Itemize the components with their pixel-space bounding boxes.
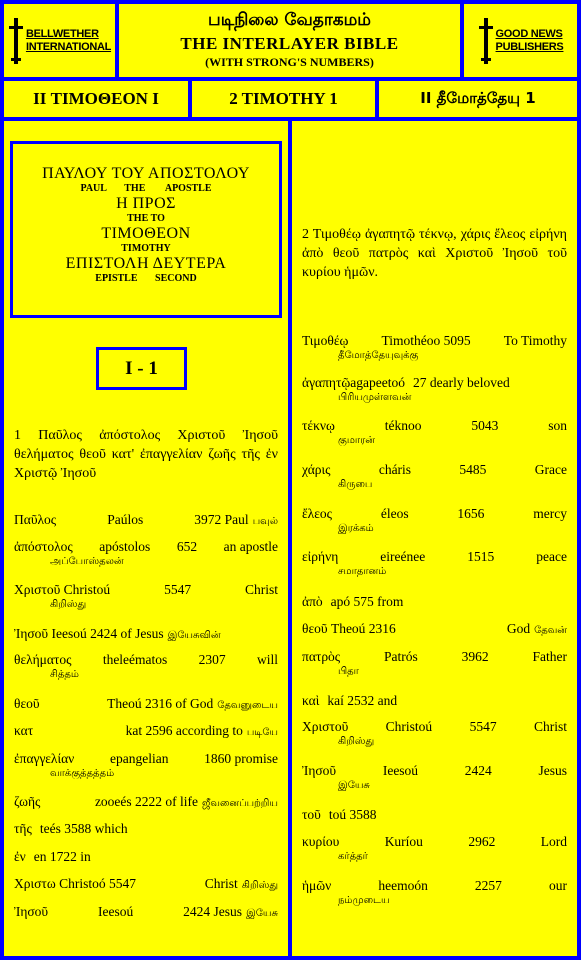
word-entry <box>14 723 278 741</box>
word-part: εἰρήνη <box>302 549 339 564</box>
word-part: kat 2596 according to <box>125 723 243 738</box>
word-part: 2307 <box>198 652 226 667</box>
word-part: 1860 promise <box>204 751 278 766</box>
word-tamil-inline: இயேசு <box>246 908 278 919</box>
word-part: ἐν <box>14 849 26 864</box>
word-tamil: நம்முடைய <box>338 895 390 906</box>
word-entry-line <box>14 723 278 741</box>
word-part: Ἰησοῦ <box>302 763 337 778</box>
word-tamil: பிதா <box>338 666 359 677</box>
word-part: epangelian <box>109 751 169 766</box>
word-entry <box>14 512 278 530</box>
word-part: apó 575 from <box>330 594 404 609</box>
word-entry <box>14 652 278 682</box>
word-part: καὶ <box>302 693 320 708</box>
word-part: Christoú <box>385 719 433 734</box>
word-entry-line <box>302 375 567 391</box>
word-part: ἀπὸ <box>302 594 323 609</box>
word-part: κατ <box>14 723 34 738</box>
word-entry <box>14 794 278 812</box>
word-part: son <box>548 418 567 433</box>
word-part: Lord <box>540 834 567 849</box>
word-part: zooeés 2222 of life <box>94 794 199 809</box>
title-english-2: THE TO <box>127 213 165 224</box>
book-greek-label: II ΤΙΜΟΘΕΟΝ Ι <box>33 89 159 108</box>
word-tamil: சித்தம் <box>50 669 79 680</box>
word-part: Kuríou <box>384 834 423 849</box>
verse-1-text: 1 Παῦλος ἀπόστολος Χριστοῦ Ἰησοῦ θελήματος θεοῦ κατ' ἐπαγγελίαν ζωῆς τῆς ἐν Χριστῷ Ἰησοῦ <box>14 428 278 481</box>
word-part: eireénee <box>380 549 426 564</box>
word-entry <box>14 751 278 781</box>
word-part: θελήματος <box>14 652 72 667</box>
word-part: 2257 <box>474 878 502 893</box>
word-entry <box>302 807 567 823</box>
word-entry <box>14 849 278 865</box>
word-part: 652 <box>176 539 198 554</box>
word-entry <box>14 696 278 714</box>
word-part: 3972 Paul <box>194 512 249 527</box>
word-entry-line <box>14 582 278 598</box>
word-part: θεοῦ <box>14 696 40 711</box>
word-part: mercy <box>533 506 567 521</box>
word-part: 2424 Jesus <box>183 904 243 919</box>
word-entry-line <box>14 751 278 767</box>
word-entry-line <box>302 807 567 823</box>
word-part: 3962 <box>461 649 489 664</box>
word-part: our <box>548 878 567 893</box>
word-part: teés 3588 which <box>39 821 128 836</box>
word-part: 2962 <box>468 834 496 849</box>
book-tamil <box>379 81 577 117</box>
left-logo-line-2: INTERNATIONAL <box>25 40 112 53</box>
good-news-logo-icon <box>478 18 494 64</box>
word-entry <box>14 582 278 612</box>
book-english <box>192 81 375 117</box>
word-entry <box>14 904 278 922</box>
word-part: τοῦ <box>302 807 321 822</box>
word-part: 5485 <box>459 462 487 477</box>
word-entry <box>302 649 567 679</box>
word-entry <box>302 594 567 610</box>
word-part: toú 3588 <box>328 807 377 822</box>
word-tamil-inline: இயேசுவின் <box>167 630 221 641</box>
word-entry <box>302 763 567 793</box>
word-part: Χριστω Christoó 5547 <box>14 876 136 891</box>
word-part: theleématos <box>102 652 168 667</box>
title-panel <box>119 4 460 77</box>
word-entry-line <box>302 594 567 610</box>
verse-2-text: 2 Τιμοθέῳ ἀγαπητῷ τέκνῳ, χάρις ἔλεος εἰρήνη ἀπὸ θεοῦ πατρὸς καὶ Χριστοῦ Ἰησοῦ τοῦ κυρίου ἡμῶν. <box>302 227 567 280</box>
word-part: apóstolos <box>99 539 151 554</box>
word-part: Patrós <box>384 649 418 664</box>
word-entry-line <box>302 649 567 665</box>
word-part: heemoón <box>378 878 428 893</box>
word-entry <box>302 333 567 363</box>
word-part-with-tamil <box>107 696 278 714</box>
word-tamil: பிரியமுள்ளவன் <box>338 392 412 403</box>
english-title: THE INTERLAYER BIBLE <box>180 34 399 53</box>
word-part: Christ <box>244 582 278 597</box>
word-entry-line <box>14 626 278 644</box>
title-english-3: TIMOTHY <box>121 243 171 254</box>
word-tamil-inline: தேவனுடைய <box>217 700 278 711</box>
word-tamil-inline: கிறிஸ்து <box>241 880 278 891</box>
word-part-with-tamil <box>507 621 567 639</box>
word-part: 5043 <box>471 418 499 433</box>
word-part: Christ <box>533 719 567 734</box>
word-part: Ἰησοῦ <box>14 904 49 919</box>
word-tamil-inline: படியே <box>246 727 278 738</box>
word-entry-line <box>302 763 567 779</box>
word-entry <box>14 821 278 837</box>
right-logo-line-1: GOOD NEWS <box>495 27 563 40</box>
word-part: Χριστοῦ Christoú <box>14 582 111 597</box>
word-part: τέκνῳ <box>302 418 335 433</box>
word-part: θεοῦ Theoú 2316 <box>302 621 396 636</box>
right-logo-line-2: PUBLISHERS <box>495 40 564 53</box>
word-part-with-tamil <box>205 876 278 894</box>
word-entry-line <box>302 333 567 349</box>
word-tamil: கிருபை <box>338 479 373 490</box>
word-entry-line <box>14 849 278 865</box>
right-logo-panel <box>464 4 577 77</box>
word-entry-line <box>302 621 567 639</box>
word-entry <box>302 418 567 448</box>
tamil-title: படிநிலை வேதாகமம் <box>208 10 371 30</box>
word-entry <box>302 878 567 908</box>
subtitle: (WITH STRONG'S NUMBERS) <box>205 55 374 69</box>
title-english-1: PAUL THE APOSTLE <box>80 183 212 194</box>
word-part: κυρίου <box>302 834 340 849</box>
word-tamil: இரக்கம் <box>338 523 374 534</box>
word-part: will <box>256 652 278 667</box>
bellwether-logo <box>8 18 111 64</box>
word-part: 27 dearly beloved <box>413 375 510 390</box>
word-part: éleos <box>380 506 409 521</box>
word-tamil: வாக்குத்தத்தம் <box>50 768 115 779</box>
word-part: Grace <box>534 462 567 477</box>
word-part: χάρις <box>302 462 331 477</box>
title-english-4: EPISTLE SECOND <box>95 273 197 284</box>
bellwether-logo-icon <box>8 18 24 64</box>
word-entry <box>302 693 567 709</box>
word-entry-line <box>14 512 278 530</box>
word-part: Χριστοῦ <box>302 719 349 734</box>
word-entry-line <box>14 794 278 812</box>
word-part-with-tamil <box>194 512 278 530</box>
word-part: Christ <box>204 876 238 891</box>
word-tamil: தீமோத்தேயுவுக்கு <box>338 350 419 361</box>
word-entry <box>302 834 567 864</box>
word-tamil: கிறிஸ்து <box>50 599 87 610</box>
book-english-label: 2 TIMOTHY 1 <box>229 89 338 108</box>
word-part: Τιμοθέῳ <box>302 333 349 348</box>
word-part: an apostle <box>223 539 278 554</box>
word-part: Theoú 2316 of God <box>107 696 214 711</box>
title-box <box>10 141 282 318</box>
right-column <box>292 121 577 956</box>
word-part-with-tamil <box>126 723 278 741</box>
word-tamil: சமாதானம் <box>338 566 387 577</box>
book-tamil-label: II தீமோத்தேயு 1 <box>420 89 536 107</box>
word-part: ἡμῶν <box>302 878 332 893</box>
word-entry-line <box>302 549 567 565</box>
word-entry-line <box>302 462 567 478</box>
word-part: ἀπόστολος <box>14 539 73 554</box>
left-column <box>4 121 288 956</box>
word-part: Jesus <box>538 763 567 778</box>
word-tamil: இயேசு <box>338 780 370 791</box>
word-part: kaí 2532 and <box>327 693 398 708</box>
word-entry-line <box>302 878 567 894</box>
word-entry <box>302 719 567 749</box>
word-tamil: கிறிஸ்து <box>338 736 375 747</box>
title-greek-3: ΤΙΜΟΘΕΟΝ <box>101 225 191 242</box>
title-greek-4: ΕΠΙΣΤΟΛΗ ΔΕΥΤΕΡΑ <box>65 255 227 272</box>
word-part: Paúlos <box>107 512 144 527</box>
word-part: ἔλεος <box>302 506 332 521</box>
word-part-with-tamil <box>183 904 278 922</box>
word-entry-line <box>302 693 567 709</box>
word-tamil-inline: பவுல் <box>252 516 278 527</box>
word-part: ζωῆς <box>14 794 41 809</box>
word-entry <box>14 876 278 894</box>
word-part: 1515 <box>467 549 495 564</box>
word-part: 5547 <box>164 582 192 597</box>
word-part: To Timothy <box>503 333 567 348</box>
word-entry-line <box>14 539 278 555</box>
word-entry-line <box>14 821 278 837</box>
word-entry <box>302 621 567 639</box>
word-tamil: கர்த்தர் <box>338 851 368 862</box>
title-greek-1: ΠΑΥΛΟΥ ΤΟΥ ΑΠΟΣΤΟΛΟΥ <box>42 165 250 182</box>
word-part: 1656 <box>457 506 485 521</box>
word-part: Παῦλος <box>14 512 57 527</box>
word-part: πατρὸς <box>302 649 341 664</box>
word-entry-line <box>302 719 567 735</box>
word-tamil: அப்போஸ்தலன் <box>50 556 124 567</box>
book-greek <box>4 81 188 117</box>
word-part-with-tamil <box>14 626 221 644</box>
word-entry-line <box>302 418 567 434</box>
word-entry-line <box>14 876 278 894</box>
word-part: ἐπαγγελίαν <box>14 751 75 766</box>
word-entry <box>302 462 567 492</box>
word-part: Timothéoo 5095 <box>381 333 471 348</box>
word-part: Ἰησοῦ Ieesoú 2424 of Jesus <box>14 626 164 641</box>
word-tamil: குமாரன் <box>338 435 375 446</box>
word-entry <box>302 506 567 536</box>
word-entry-line <box>14 696 278 714</box>
word-part-with-tamil <box>95 794 278 812</box>
word-entry-line <box>302 834 567 850</box>
word-part: téknoo <box>384 418 422 433</box>
word-part: peace <box>536 549 567 564</box>
left-logo-panel <box>4 4 115 77</box>
word-part: 5547 <box>469 719 497 734</box>
title-greek-2: Η ΠΡΟΣ <box>116 195 176 212</box>
word-entry <box>14 539 278 569</box>
good-news-logo <box>478 18 564 64</box>
word-part: God <box>506 621 531 636</box>
left-logo-line-1: BELLWETHER <box>25 27 99 40</box>
word-part: Father <box>532 649 567 664</box>
word-entry <box>302 375 567 405</box>
word-entry <box>302 549 567 579</box>
word-entry-line <box>14 904 278 922</box>
word-entry <box>14 626 278 644</box>
word-part: Ieesoú <box>382 763 419 778</box>
word-part: ἀγαπητῷagapeetoó <box>302 375 406 390</box>
word-part: τῆς <box>14 821 32 836</box>
word-entry-line <box>14 652 278 668</box>
word-entry-line <box>302 506 567 522</box>
word-tamil-inline: தேவன் <box>534 625 567 636</box>
word-tamil-inline: ஜீவனைப்பற்றிய <box>202 798 278 809</box>
word-part: 2424 <box>464 763 492 778</box>
word-part: cháris <box>378 462 412 477</box>
chapter-label: I - 1 <box>96 347 187 390</box>
word-part: Ieesoú <box>98 904 134 919</box>
word-part: en 1722 in <box>33 849 91 864</box>
